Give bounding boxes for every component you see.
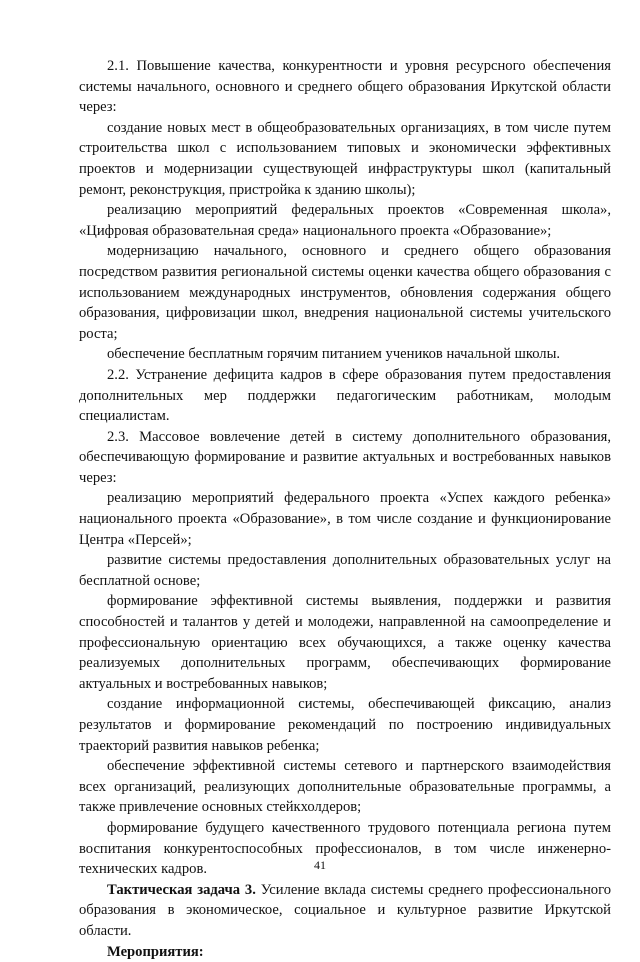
- tactical-task-paragraph: [79, 880, 611, 942]
- paragraph-2-1: 2.1. Повышение качества, конкурентности и уровня ресурсного обеспечения системы начального, основного и среднего общего образования Иркутской области через:: [79, 58, 611, 116]
- paragraph-hot-meals: обеспечение бесплатным горячим питанием учеников начальной школы.: [107, 346, 561, 363]
- paragraph-success-project: реализацию мероприятий федерального проекта «Успех каждого ребенка» национального проекта «Образование», в том числе создание и функционирование Центра «Персей»;: [79, 490, 611, 548]
- page-number: 41: [314, 858, 326, 872]
- paragraph-labor-potential: формирование будущего качественного трудового потенциала региона путем воспитания конкурентоспособных профессионалов, в том числе инженерно-технических кадров.: [79, 819, 611, 878]
- tactical-task-label: Тактическая задача 3.: [107, 881, 256, 898]
- paragraph-free-services: развитие системы предоставления дополнительных образовательных услуг на бесплатной основе;: [79, 552, 611, 589]
- paragraph-2-3: 2.3. Массовое вовлечение детей в систему дополнительного образования, обеспечивающую формирование и развитие актуальных и востребованных навыков через:: [79, 428, 611, 486]
- paragraph-network-interaction: обеспечение эффективной системы сетевого и партнерского взаимодействия всех организаций, реализующих дополнительные образовательные программы, а также привлечение основных стейкхолдеров;: [79, 758, 611, 816]
- paragraph-new-school-places: создание новых мест в общеобразовательных организациях, в том числе путем строительства школ с использованием типовых и экономически эффективных проектов и модернизации существующей инфраструктуры школ (капитальный ремонт, реконструкция, пристройка к зданию школы);: [79, 119, 611, 198]
- document-body: [79, 56, 611, 962]
- measures-heading-paragraph: [79, 942, 611, 962]
- paragraph-modernization: модернизацию начального, основного и среднего общего образования посредством развития региональной системы оценки качества общего образования с использованием международных инструментов, обновления содержания общего образования, цифровизации школ, внедрения национальной системы учительского роста;: [79, 243, 611, 342]
- paragraph-information-system: создание информационной системы, обеспечивающей фиксацию, анализ результатов и формирование рекомендаций по построению индивидуальных траекторий развития навыков ребенка;: [79, 696, 611, 754]
- tactical-task-text: Усиление вклада системы среднего профессионального образования в экономическое, социальное и культурное развитие Иркутской области.: [79, 881, 611, 939]
- measures-heading: Мероприятия:: [107, 943, 204, 960]
- paragraph-2-2: 2.2. Устранение дефицита кадров в сфере образования путем предоставления дополнительных мер поддержки педагогическим работникам, молодым специалистам.: [79, 366, 611, 425]
- paragraph-talent-system: формирование эффективной системы выявления, поддержки и развития способностей и талантов у детей и молодежи, направленной на самоопределение и профессиональную ориентацию всех обучающихся, а также оценку качества реализуемых дополнительных программ, обеспечивающих формирование актуальных и востребованных навыков;: [79, 593, 611, 692]
- paragraph-federal-projects: реализацию мероприятий федеральных проектов «Современная школа», «Цифровая образовательная среда» национального проекта «Образование»;: [79, 202, 611, 239]
